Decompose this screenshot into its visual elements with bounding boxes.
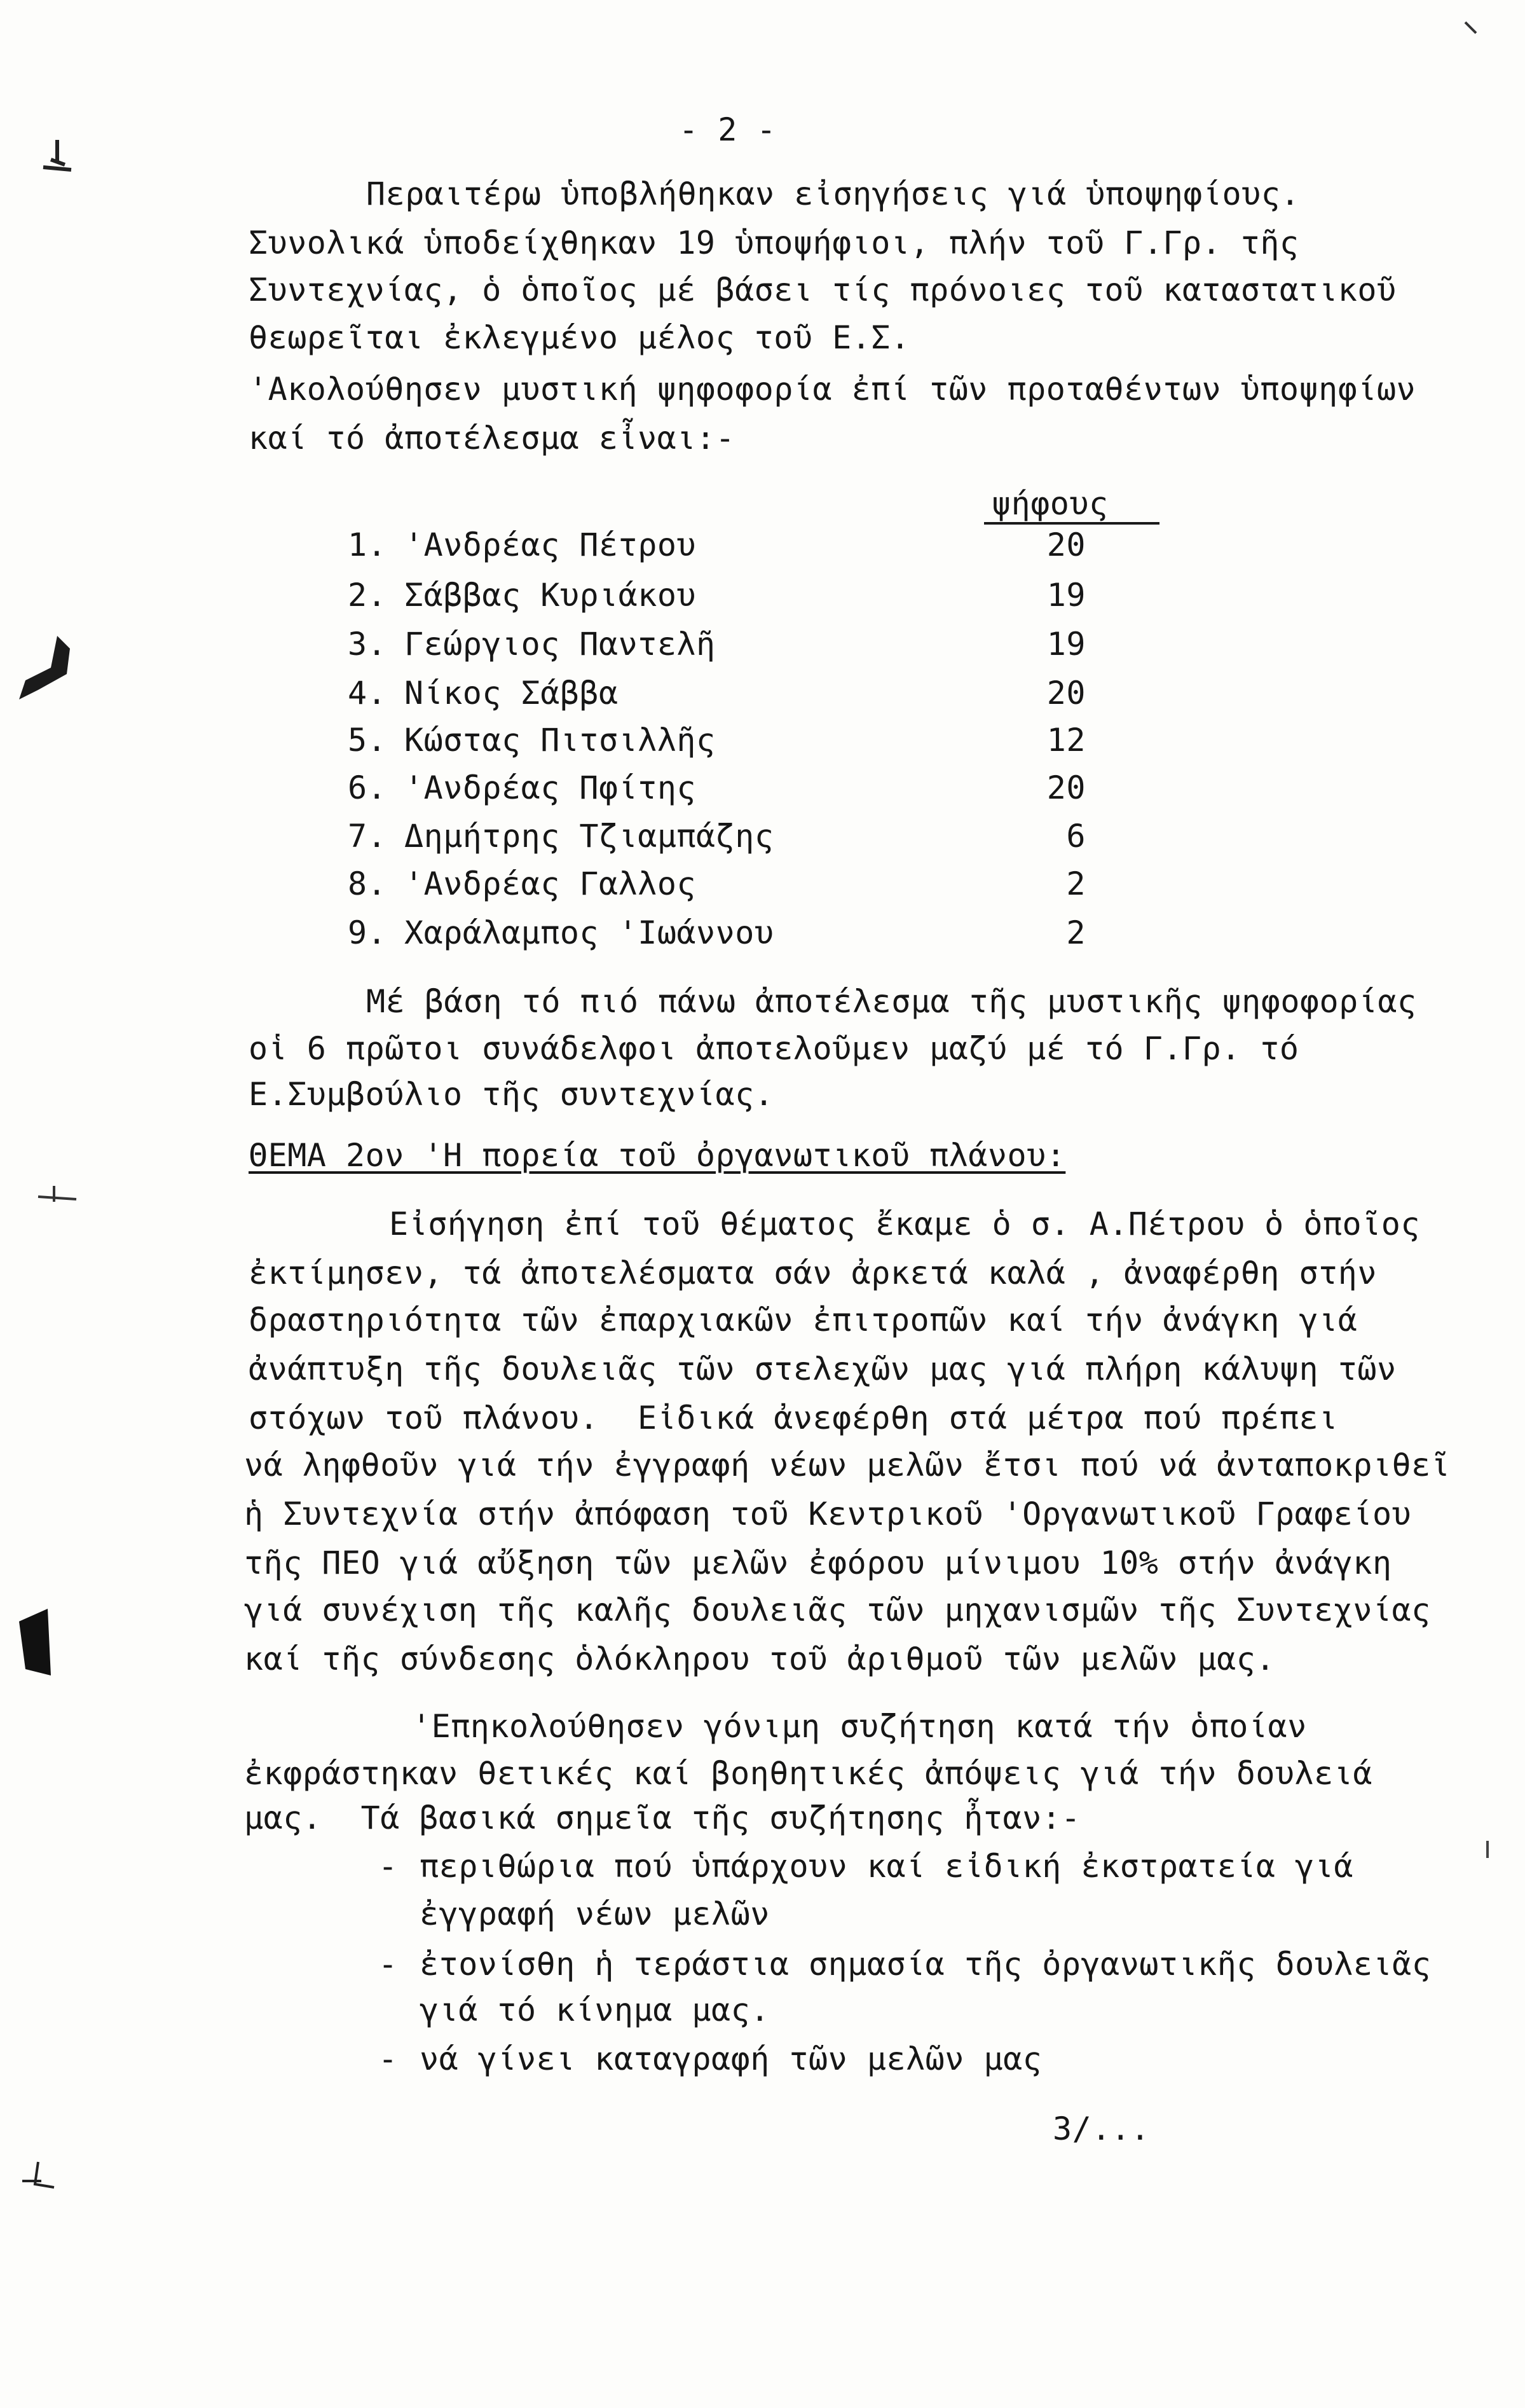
bullet-line: ἐγγραφή νέων μελῶν [420,1895,770,1932]
candidate-name: Νίκος Σάββα [404,675,619,712]
candidate-number: 4. [348,675,387,712]
scan-mark [16,2159,60,2197]
bullet-dash: - [378,1946,398,1983]
scan-mark [1481,1838,1494,1863]
result-line: Ε.Συμβούλιο τῆς συντεχνίας. [249,1076,774,1113]
topic-heading: ΘΕΜΑ 2ον 'Η πορεία τοῦ ὀργανωτικοῦ πλάνου: [249,1137,1066,1174]
candidate-votes: 20 [1046,769,1086,806]
candidate-number: 8. [348,865,387,902]
candidate-votes: 20 [1046,526,1086,563]
candidate-name: 'Ανδρέας Πφίτης [404,769,697,806]
report-line: νά ληφθοῦν γιά τήν ἐγγραφή νέων μελῶν ἔτσι πού νά ἀνταποκριθεῖ [244,1447,1451,1483]
intro-line: Περαιτέρω ὑποβλήθηκαν εἰσηγήσεις γιά ὑποψηφίους. [366,175,1300,212]
candidate-name: Σάββας Κυριάκου [404,577,697,614]
bullet-dash: - [378,1848,398,1885]
candidate-votes: 19 [1046,626,1086,663]
candidate-number: 7. [348,818,387,855]
intro-line: θεωρεῖται ἐκλεγμένο μέλος τοῦ Ε.Σ. [249,319,910,356]
scan-mark [38,137,76,175]
discussion-line: μας. Τά βασικά σημεῖα τῆς συζήτησης ἦταν:- [244,1799,1081,1836]
report-line: ἡ Συντεχνία στήν ἀπόφαση τοῦ Κεντρικοῦ 'Οργανωτικοῦ Γραφείου [244,1496,1412,1532]
candidate-votes: 19 [1046,577,1086,614]
scan-mark [13,1606,57,1682]
report-line: καί τῆς σύνδεσης ὁλόκληρου τοῦ ἀριθμοῦ τῶν μελῶν μας. [244,1641,1275,1677]
report-line: γιά συνέχιση τῆς καλῆς δουλειᾶς τῶν μηχανισμῶν τῆς Συντεχνίας [244,1592,1431,1628]
candidate-number: 6. [348,769,387,806]
bullet-line: περιθώρια πού ὑπάρχουν καί εἰδική ἐκστρατεία γιά [420,1848,1353,1885]
scan-mark [1462,19,1481,38]
candidate-votes: 6 [1066,818,1086,855]
discussion-line: 'Επηκολούθησεν γόνιμη συζήτηση κατά τήν ὁποίαν [412,1708,1307,1745]
candidate-votes: 2 [1066,865,1086,902]
candidate-name: Κώστας Πιτσιλλῆς [404,722,716,759]
candidate-number: 9. [348,914,387,951]
discussion-line: ἐκφράστηκαν θετικές καί βοηθητικές ἀπόψεις γιά τήν δουλειά [244,1755,1372,1792]
report-line: τῆς ΠΕΟ γιά αὔξηση τῶν μελῶν ἐφόρου μίνιμου 10% στήν ἀνάγκη [244,1545,1392,1581]
report-line: δραστηριότητα τῶν ἐπαρχιακῶν ἐπιτροπῶν καί τήν ἀνάγκη γιά [249,1302,1358,1338]
bullet-line: νά γίνει καταγραφή τῶν μελῶν μας [420,2040,1043,2077]
result-line: οἱ 6 πρῶτοι συνάδελφοι ἀποτελοῦμεν μαζύ μέ τό Γ.Γρ. τό [249,1030,1299,1067]
votes-column-header: ψήφους [992,485,1109,522]
bullet-dash: - [378,2040,398,2077]
report-line: ἐκτίμησεν, τά ἀποτελέσματα σάν ἀρκετά καλά , ἀναφέρθη στήν [249,1255,1377,1291]
candidate-votes: 20 [1046,675,1086,712]
report-line: ἀνάπτυξη τῆς δουλειᾶς τῶν στελεχῶν μας γιά πλήρη κάλυψη τῶν [249,1351,1397,1387]
votes-header-underline [984,522,1159,525]
candidate-number: 1. [348,526,387,563]
intro-line: καί τό ἀποτέλεσμα εἶναι:- [249,420,735,457]
candidate-number: 3. [348,626,387,663]
candidate-name: 'Ανδρέας Γαλλος [404,865,697,902]
candidate-number: 5. [348,722,387,759]
candidate-name: Γεώργιος Παντελῆ [404,626,716,663]
bullet-line: ἐτονίσθη ἡ τεράστια σημασία τῆς ὀργανωτικῆς δουλειᾶς [420,1946,1432,1983]
candidate-name: 'Ανδρέας Πέτρου [404,526,697,563]
page-number: - 2 - [679,111,777,148]
continuation-marker: 3/... [1053,2110,1151,2147]
candidate-votes: 2 [1066,914,1086,951]
candidate-votes: 12 [1046,722,1086,759]
result-line: Μέ βάση τό πιό πάνω ἀποτέλεσμα τῆς μυστικῆς ψηφοφορίας [366,983,1417,1020]
intro-line: Συντεχνίας, ὁ ὁποῖος μέ βάσει τίς πρόνοιες τοῦ καταστατικοῦ [249,272,1397,308]
scan-mark [35,1183,79,1214]
scan-mark [13,630,76,706]
intro-line: 'Ακολούθησεν μυστική ψηφοφορία ἐπί τῶν προταθέντων ὑποψηφίων [249,371,1416,408]
candidate-number: 2. [348,577,387,614]
report-line: στόχων τοῦ πλάνου. Εἰδικά ἀνεφέρθη στά μέτρα πού πρέπει [249,1400,1338,1436]
candidate-name: Δημήτρης Τζιαμπάζης [404,818,774,855]
candidate-name: Χαράλαμπος 'Ιωάννου [404,914,774,951]
bullet-line: γιά τό κίνημα μας. [420,1992,770,2028]
intro-line: Συνολικά ὑποδείχθηκαν 19 ὑποψήφιοι, πλήν τοῦ Γ.Γρ. τῆς [249,224,1299,261]
report-line: Εἰσήγηση ἐπί τοῦ θέματος ἔκαμε ὁ σ. Α.Πέτρου ὁ ὁποῖος [389,1206,1420,1242]
